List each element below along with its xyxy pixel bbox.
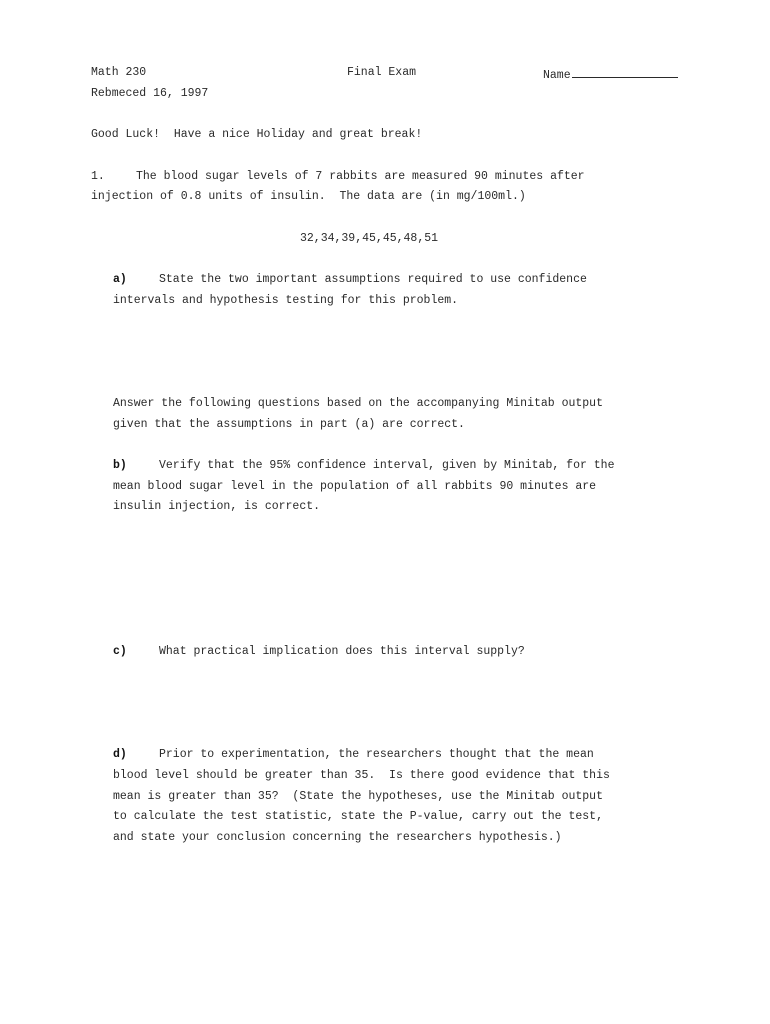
name-label: Name <box>543 69 571 82</box>
part-d-line-2: blood level should be greater than 35. Is there good evidence that this <box>113 769 610 782</box>
name-blank-line <box>572 66 678 78</box>
part-d-label: d) <box>113 748 127 761</box>
part-d-line-1: Prior to experimentation, the researchers thought that the mean <box>159 748 594 761</box>
question-intro-line-2: injection of 0.8 units of insulin. The data are (in mg/100ml.) <box>91 190 526 203</box>
part-c-label: c) <box>113 645 127 658</box>
exam-date: Rebmeced 16, 1997 <box>91 87 209 100</box>
course-name: Math 230 <box>91 66 147 79</box>
question-intro-line-1: The blood sugar levels of 7 rabbits are measured 90 minutes after <box>136 170 585 183</box>
name-field <box>543 66 678 83</box>
greeting: Good Luck! Have a nice Holiday and great break! <box>91 128 423 141</box>
question-number: 1. <box>91 170 105 183</box>
part-a-line-1: State the two important assumptions required to use confidence <box>159 273 587 286</box>
part-b-label: b) <box>113 459 127 472</box>
part-b-line-1: Verify that the 95% confidence interval, given by Minitab, for the <box>159 459 615 472</box>
part-b-line-2: mean blood sugar level in the population of all rabbits 90 minutes are <box>113 480 597 493</box>
part-b-line-3: insulin injection, is correct. <box>113 500 321 513</box>
part-c-line-1: What practical implication does this interval supply? <box>159 645 525 658</box>
instruction-line-2: given that the assumptions in part (a) are correct. <box>113 418 465 431</box>
exam-title: Final Exam <box>347 66 417 79</box>
data-values: 32,34,39,45,45,48,51 <box>300 232 439 245</box>
part-d-line-5: and state your conclusion concerning the researchers hypothesis.) <box>113 831 562 844</box>
part-a-label: a) <box>113 273 127 286</box>
part-a-line-2: intervals and hypothesis testing for this problem. <box>113 294 459 307</box>
instruction-line-1: Answer the following questions based on the accompanying Minitab output <box>113 397 603 410</box>
part-d-line-3: mean is greater than 35? (State the hypotheses, use the Minitab output <box>113 790 603 803</box>
part-d-line-4: to calculate the test statistic, state the P-value, carry out the test, <box>113 810 603 823</box>
